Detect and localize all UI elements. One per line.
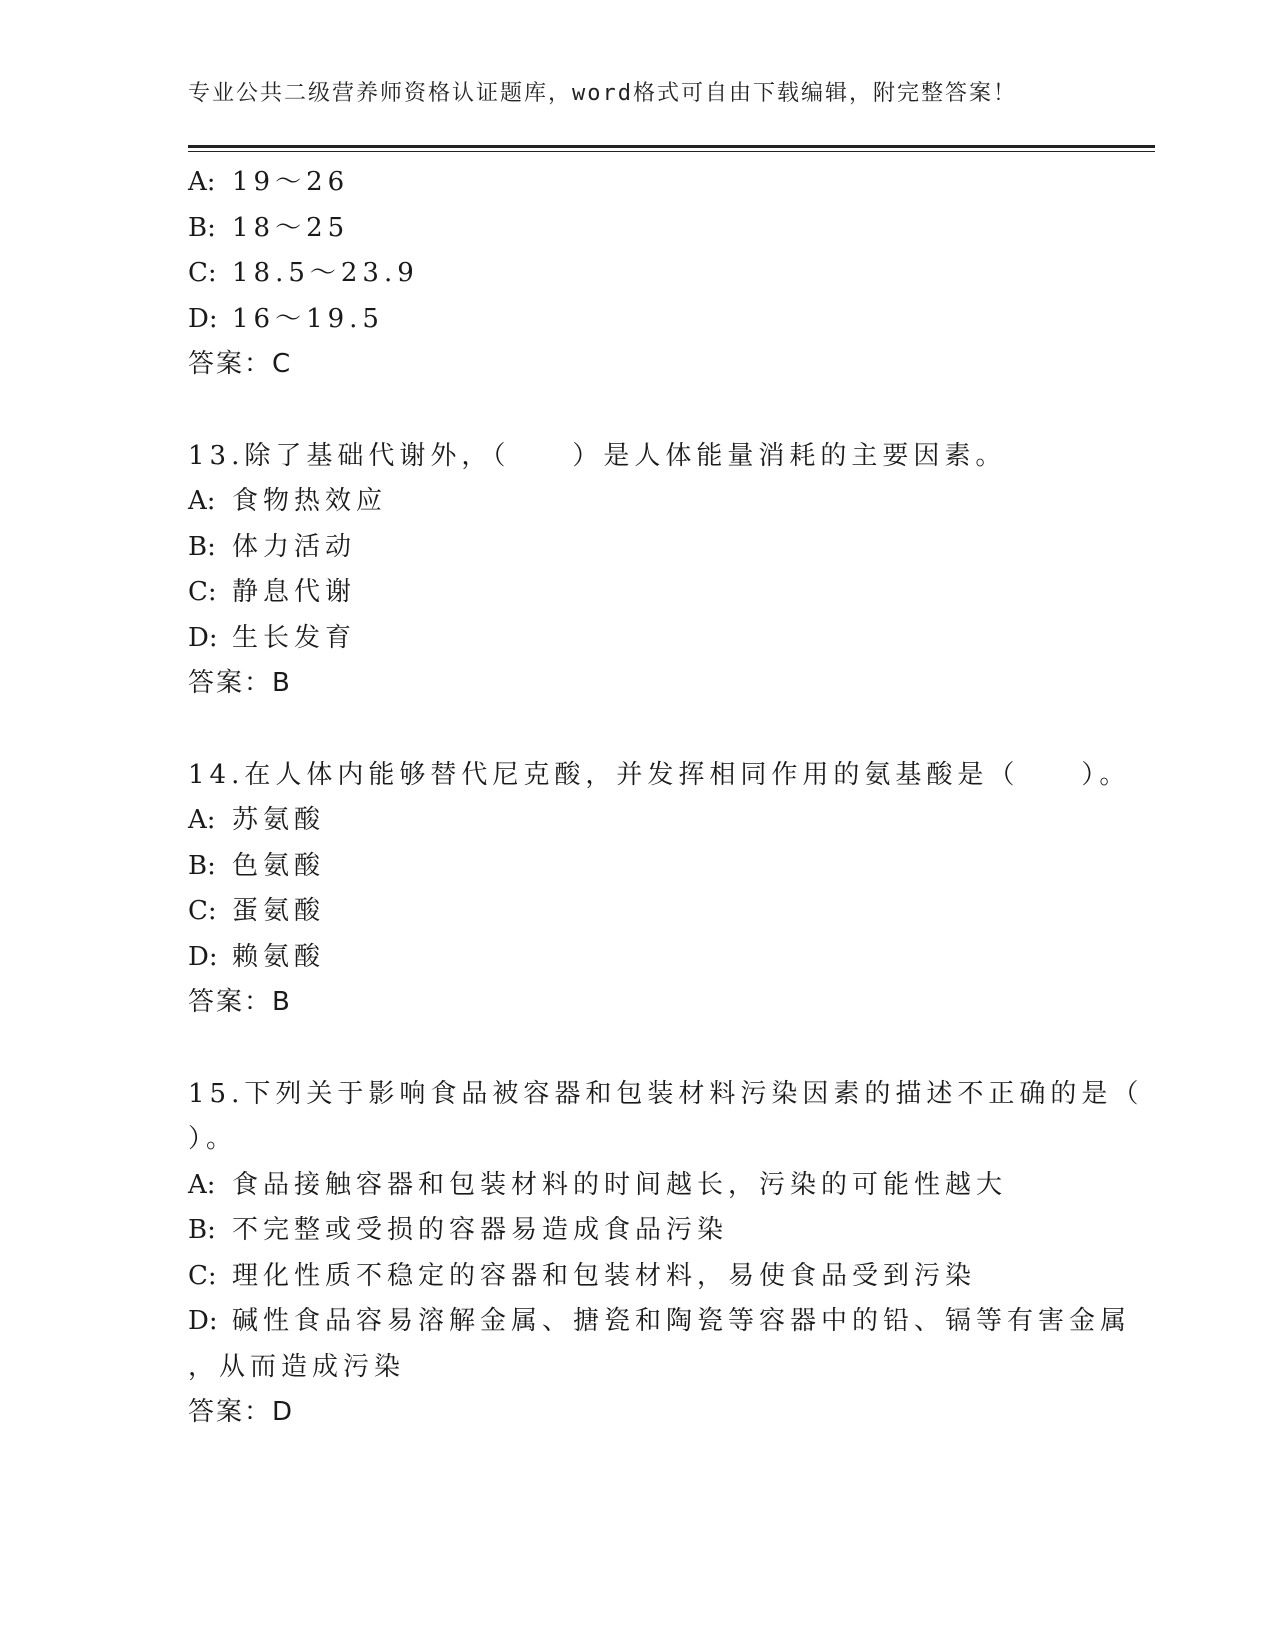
option-a: A: 食物热效应 [188,486,388,516]
question-text-line-2: ）。 [188,1124,238,1154]
question-12 [188,160,1088,388]
question-15 [188,1072,1144,1436]
option-b: B: 色氨酸 [188,850,326,881]
spacer [188,707,1088,753]
option-d-continuation: ，从而造成污染 [188,1351,406,1382]
question-list [188,160,1144,1436]
question-text: 13.除了基础代谢外，（ ）是人体能量消耗的主要因素。 [188,440,1007,471]
option-c: C: 蛋氨酸 [188,896,326,926]
header-divider [188,145,1155,148]
option-d: D: 16～19.5 [188,303,384,334]
option-c: C: 18.5～23.9 [188,258,419,288]
option-a: A: 19～26 [188,167,350,197]
question-text: 14.在人体内能够替代尼克酸，并发挥相同作用的氨基酸是（ ）。 [188,759,1131,790]
spacer [188,1026,1088,1072]
option-c: C: 静息代谢 [188,577,357,607]
spacer [188,388,1088,434]
question-13 [188,434,1088,707]
option-d: D: 生长发育 [188,622,357,653]
answer: 答案：B [188,668,292,698]
option-b: B: 18～25 [188,212,350,243]
answer: 答案：D [188,1397,295,1427]
answer: 答案：C [188,349,293,379]
option-b: B: 体力活动 [188,531,357,562]
option-a: A: 苏氨酸 [188,805,326,835]
page-header: 专业公共二级营养师资格认证题库，word格式可自由下载编辑，附完整答案！ [188,81,1017,106]
question-text-line-1: 15.下列关于影响食品被容器和包装材料污染因素的描述不正确的是（ [188,1078,1144,1109]
question-14 [188,753,1131,1026]
option-d: D: 碱性食品容易溶解金属、搪瓷和陶瓷等容器中的铅、镉等有害金属 [188,1306,1132,1336]
answer: 答案：B [188,987,292,1017]
option-a: A: 食品接触容器和包装材料的时间越长，污染的可能性越大 [188,1169,1008,1200]
option-d: D: 赖氨酸 [188,941,326,972]
option-c: C: 理化性质不稳定的容器和包装材料，易使食品受到污染 [188,1260,977,1291]
option-b: B: 不完整或受损的容器易造成食品污染 [188,1215,729,1245]
header-divider-thin [188,151,1155,152]
